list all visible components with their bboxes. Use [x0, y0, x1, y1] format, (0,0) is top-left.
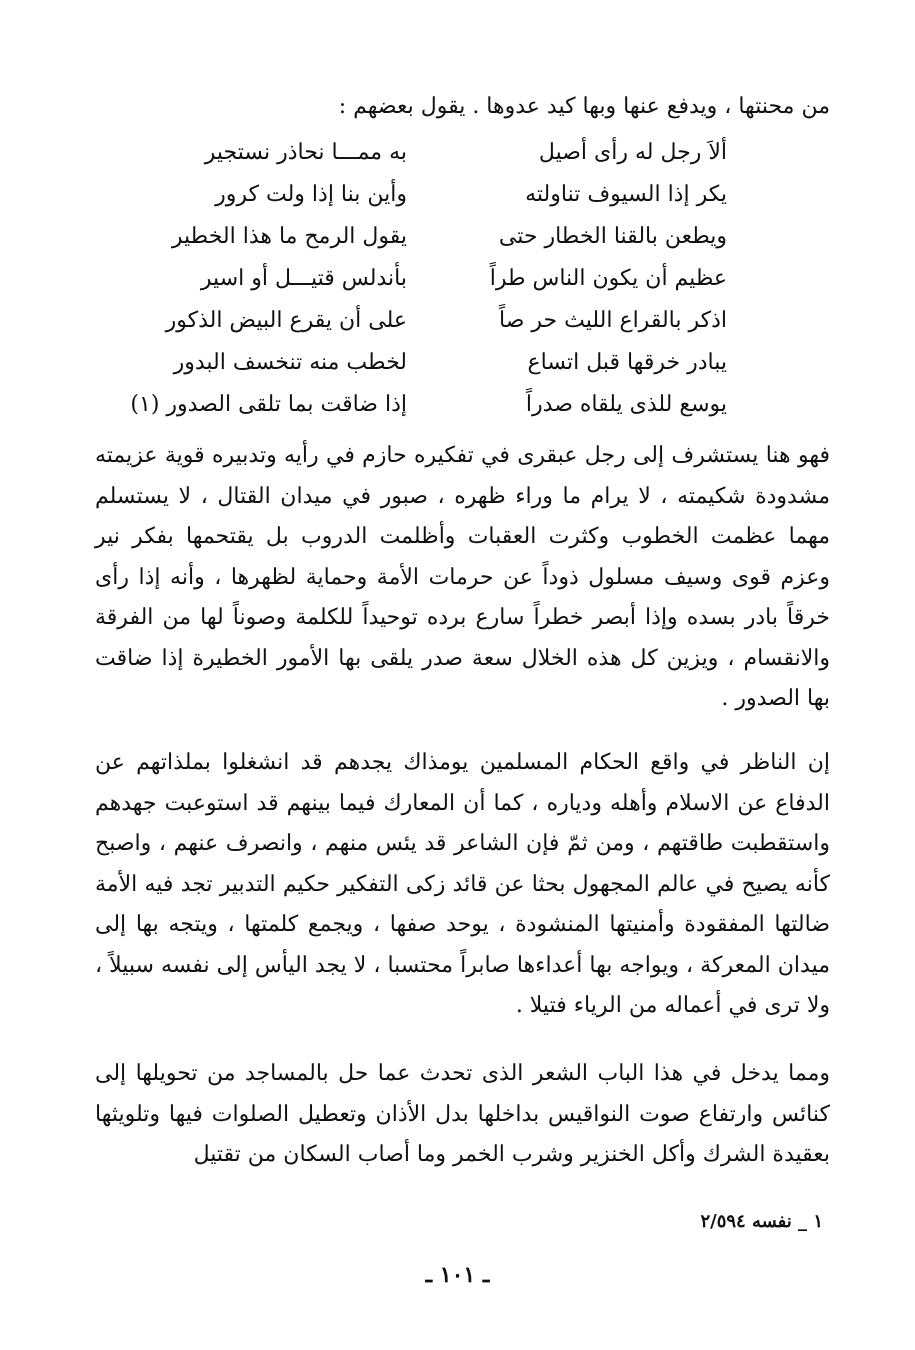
poem-verse — [107, 266, 727, 296]
verse-second-hemistich: به ممـــا نحاذر نستجير — [204, 140, 407, 165]
poem — [107, 140, 727, 430]
verse-second-hemistich: وأين بنا إذا ولت كرور — [215, 182, 407, 207]
poem-verse — [107, 182, 727, 212]
verse-first-hemistich: ويطعن بالقنا الخطار حتى — [498, 224, 727, 249]
poem-verse — [107, 308, 727, 338]
poem-verse — [107, 140, 727, 170]
paragraph-2 — [95, 743, 830, 1027]
verse-first-hemistich: يبادر خرقها قبل اتساع — [527, 350, 727, 375]
intro-line: من محنتها ، ويدفع عنها وبها كيد عدوها . يقول بعضهم : — [338, 94, 830, 119]
paragraph-1 — [95, 436, 830, 720]
poem-verse — [107, 392, 727, 422]
verse-second-hemistich: يقول الرمح ما هذا الخطير — [171, 224, 407, 249]
poem-verse — [107, 350, 727, 380]
verse-first-hemistich: ألاَ رجل له رأى أصيل — [538, 140, 727, 165]
verse-first-hemistich: اذكر بالقراع الليث حر صاً — [499, 308, 727, 333]
paragraph-text: فهو هنا يستشرف إلى رجل عبقرى في تفكيره حازم في رأيه وتدبيره قوية عزيمته مشدودة شكيمته ، لا يرام ما وراء ظهره ، صبور في ميدان القتال ، لا يستسلم مهما عظمت الخطوب وكثرت العقبات وأظلمت الدروب بل يقتحمها بفكر نير وعزم قوى وسيف مسلول ذوداً عن حرمات الأمة وحماية لظهرها ، وأنه إذا رأى خرقاً بادر بسده وإذا أبصر خطراً سارع برده توحيداً للكلمة وصوناً لها من الفرقة والانقسام ، ويزين كل هذه الخلال سعة صدر يلقى بها الأمور الخطيرة إذا ضاقت بها الصدور . — [95, 443, 830, 711]
verse-first-hemistich: يكر إذا السيوف تناولته — [525, 182, 727, 207]
verse-second-hemistich: على أن يقرع البيض الذكور — [165, 308, 407, 333]
verse-second-hemistich: بأندلس قتيـــل أو اسير — [200, 266, 407, 291]
paragraph-3 — [95, 1054, 830, 1176]
paragraph-text: ومما يدخل في هذا الباب الشعر الذى تحدث عما حل بالمساجد من تحويلها إلى كنائس وارتفاع صوت النواقيس بداخلها بدل الأذان وتعطيل الصلوات فيها وتلويثها بعقيدة الشرك وأكل الخنزير وشرب الخمر وما أصاب السكان من تقتيل — [95, 1061, 830, 1167]
paragraph-text: إن الناظر في واقع الحكام المسلمين يومذاك يجدهم قد انشغلوا بملذاتهم عن الدفاع عن الاسلام وأهله ودياره ، كما أن المعارك فيما بينهم قد استوعبت جهدهم واستقطبت طاقتهم ، ومن ثمّ فإن الشاعر قد يئس منهم ، وانصرف عنهم ، واصبح كأنه يصيح في عالم المجهول بحثا عن قائد زكى التفكير حكيم التدبير تجد فيه الأمة ضالتها المفقودة وأمنيتها المنشودة ، يوحد صفها ، ويجمع كلمتها ، ويتجه بها إلى ميدان المعركة ، ويواجه بها أعداءها صابراً محتسبا ، لا يجد اليأس إلى نفسه سبيلاً ، ولا ترى في أعماله من الرياء فتيلا . — [95, 750, 830, 1018]
footnote: ١ _ نفسه ٢/٥٩٤ — [700, 1211, 823, 1232]
poem-verse — [107, 224, 727, 254]
verse-first-hemistich: عظيم أن يكون الناس طراً — [489, 266, 727, 291]
verse-second-hemistich: إذا ضاقت بما تلقى الصدور (١) — [130, 392, 407, 417]
page-number: ـ ١٠١ ـ — [425, 1262, 490, 1288]
verse-first-hemistich: يوسع للذى يلقاه صدراً — [525, 392, 727, 417]
verse-second-hemistich: لخطب منه تنخسف البدور — [173, 350, 407, 375]
